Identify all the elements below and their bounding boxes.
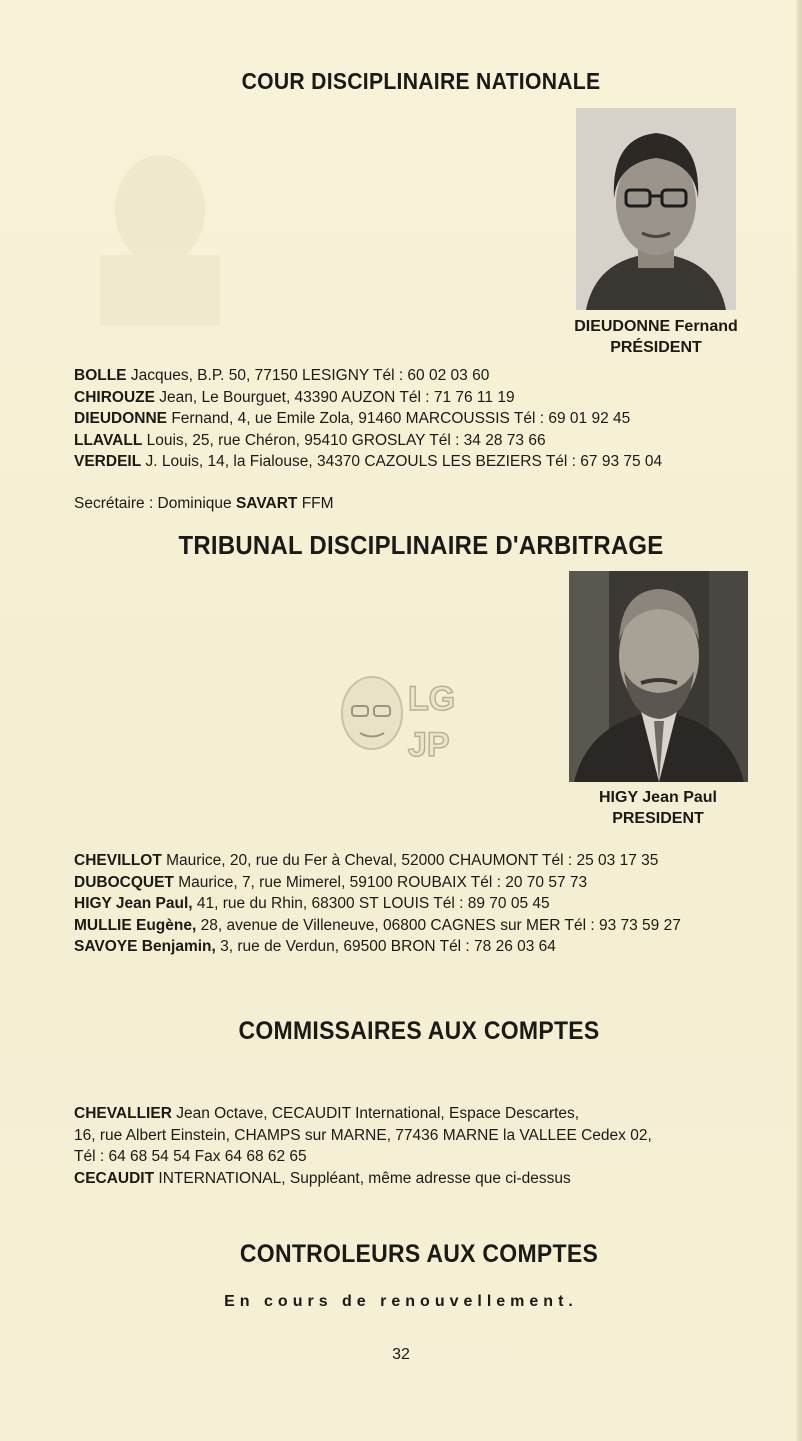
list-item xyxy=(74,915,681,937)
list-item xyxy=(74,430,662,452)
caption-president-cdn xyxy=(558,316,754,358)
page-edge xyxy=(796,0,802,1441)
commissaires-block xyxy=(74,1103,652,1189)
secretary-line xyxy=(74,495,334,513)
list-item xyxy=(74,936,681,958)
secretary-name: SAVART xyxy=(235,495,298,512)
member-details: 28, avenue de Villeneuve, 06800 CAGNES sur MER Tél : 93 73 59 27 xyxy=(196,916,681,934)
list-item xyxy=(74,850,681,872)
member-details: 3, rue de Verdun, 69500 BRON Tél : 78 26 03 64 xyxy=(215,938,556,955)
svg-text:JP: JP xyxy=(408,726,450,764)
member-details: 41, rue du Rhin, 68300 ST LOUIS Tél : 89 70 05 45 xyxy=(192,895,550,912)
members-list-cdn xyxy=(74,365,662,473)
member-name: HIGY Jean Paul, xyxy=(74,895,193,912)
member-name: CHIROUZE xyxy=(74,388,155,406)
member-details: Maurice, 7, rue Mimerel, 59100 ROUBAIX Tél : 20 70 57 73 xyxy=(173,873,588,891)
section-title-cour-disciplinaire: COUR DISCIPLINAIRE NATIONALE xyxy=(241,68,601,94)
section-title-tribunal-disciplinaire: TRIBUNAL DISCIPLINAIRE D'ARBITRAGE xyxy=(178,530,664,560)
member-details: Jacques, B.P. 50, 77150 LESIGNY Tél : 60 02 03 60 xyxy=(126,367,490,384)
list-item xyxy=(74,387,662,409)
secretary-org: FFM xyxy=(297,495,334,512)
member-name: MULLIE Eugène, xyxy=(74,916,197,934)
renewal-status: En cours de renouvellement. xyxy=(224,1293,578,1310)
portrait-higy xyxy=(569,571,748,782)
members-list-tda xyxy=(74,850,681,958)
list-item xyxy=(74,872,681,894)
member-details: Jean Octave, CECAUDIT International, Espace Descartes, xyxy=(171,1105,580,1122)
list-item xyxy=(74,893,681,915)
member-name: CHEVALLIER xyxy=(74,1105,172,1122)
address-line: 16, rue Albert Einstein, CHAMPS sur MARNE, 77436 MARNE la VALLEE Cedex 02, xyxy=(74,1126,652,1144)
caption-role: PRÉSIDENT xyxy=(610,339,702,356)
member-details: Louis, 25, rue Chéron, 95410 GROSLAY Tél : 34 28 73 66 xyxy=(142,431,546,449)
caption-name: DIEUDONNE Fernand xyxy=(574,318,738,335)
member-name: CHEVILLOT xyxy=(74,852,162,869)
member-name: DIEUDONNE xyxy=(74,410,168,427)
member-details: INTERNATIONAL, Suppléant, même adresse que ci-dessus xyxy=(154,1169,571,1187)
svg-text:LG: LG xyxy=(408,680,456,718)
list-item xyxy=(74,451,662,473)
contact-line: Tél : 64 68 54 54 Fax 64 68 62 65 xyxy=(74,1148,307,1165)
list-item xyxy=(74,365,662,387)
member-details: J. Louis, 14, la Fialouse, 34370 CAZOULS LES BEZIERS Tél : 67 93 75 04 xyxy=(141,453,663,470)
section-title-controleurs: CONTROLEURS AUX COMPTES xyxy=(239,1240,599,1268)
member-name: BOLLE xyxy=(74,367,127,384)
portrait-dieudonne xyxy=(576,108,736,310)
member-details: Fernand, 4, ue Emile Zola, 91460 MARCOUSSIS Tél : 69 01 92 45 xyxy=(167,410,631,427)
member-name: LLAVALL xyxy=(74,431,143,449)
secretary-label: Secrétaire : Dominique xyxy=(74,495,236,512)
list-item xyxy=(74,1103,652,1125)
caption-role: PRESIDENT xyxy=(612,810,704,827)
member-name: CECAUDIT xyxy=(74,1169,155,1187)
caption-name: HIGY Jean Paul xyxy=(599,789,717,806)
section-title-commissaires: COMMISSAIRES AUX COMPTES xyxy=(238,1017,600,1045)
member-details: Maurice, 20, rue du Fer à Cheval, 52000 CHAUMONT Tél : 25 03 17 35 xyxy=(161,852,659,869)
list-item xyxy=(74,1168,652,1190)
lgjp-logo xyxy=(330,668,480,768)
member-name: SAVOYE Benjamin, xyxy=(74,938,216,955)
bleed-through-portrait xyxy=(80,135,240,325)
member-name: DUBOCQUET xyxy=(74,873,174,891)
caption-president-tda xyxy=(560,787,756,829)
list-item xyxy=(74,408,662,430)
member-details: Jean, Le Bourguet, 43390 AUZON Tél : 71 76 11 19 xyxy=(154,388,515,406)
page-number: 32 xyxy=(392,1346,410,1363)
member-name: VERDEIL xyxy=(74,453,142,470)
